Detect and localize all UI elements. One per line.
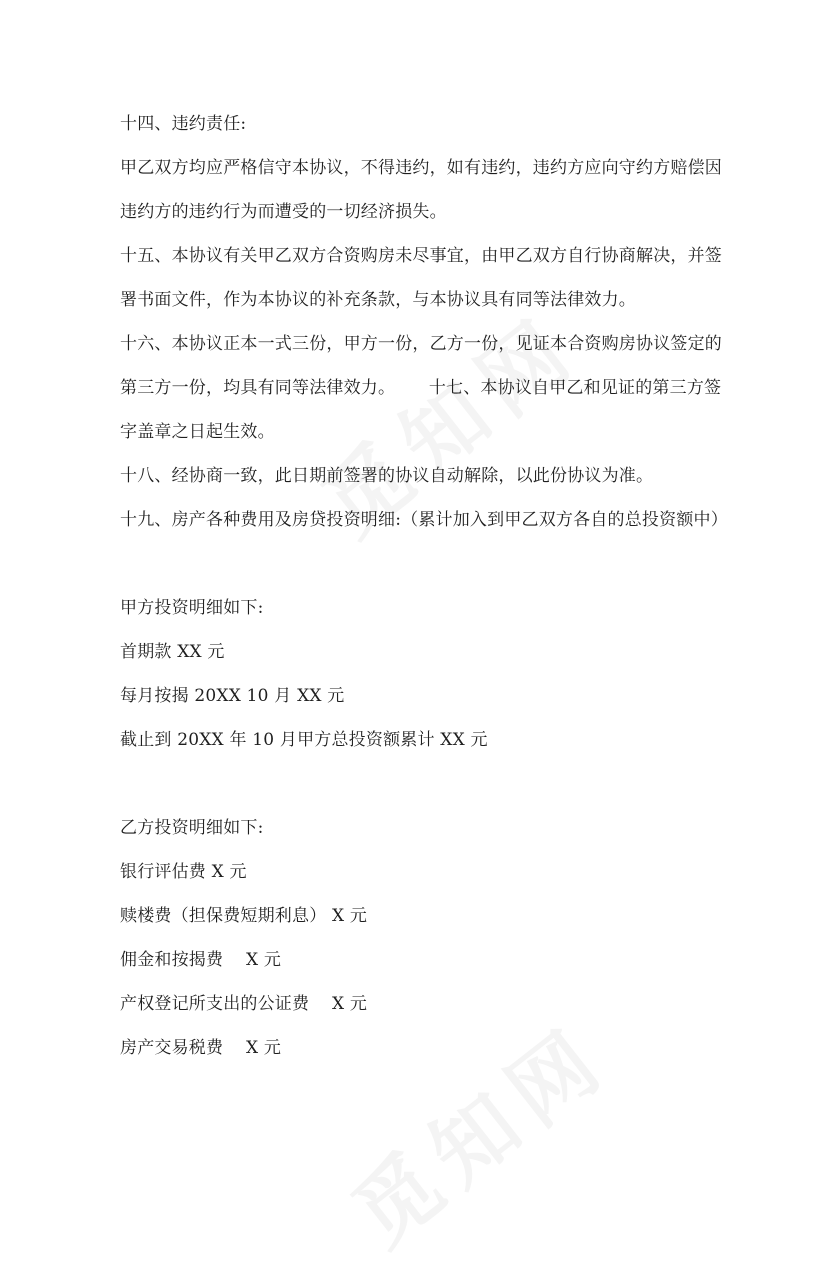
party-a-item: 首期款 XX 元 — [120, 642, 225, 662]
party-b-item: 房产交易税费 X 元 — [120, 1038, 282, 1058]
paragraph-line: 违约方的违约行为而遭受的一切经济损失。 — [120, 202, 447, 222]
watermark — [324, 992, 630, 1268]
party-b-item: 佣金和按揭费 X 元 — [120, 950, 282, 970]
party-b-heading: 乙方投资明细如下: — [120, 818, 264, 838]
paragraph-line: 十八、经协商一致，此日期前签署的协议自动解除，以此份协议为准。 — [120, 466, 654, 486]
paragraph-line: 十九、房产各种费用及房贷投资明细:（累计加入到甲乙双方各自的总投资额中） — [120, 510, 728, 530]
paragraph-line: 署书面文件，作为本协议的补充条款，与本协议具有同等法律效力。 — [120, 290, 636, 310]
paragraph-line: 十六、本协议正本一式三份，甲方一份，乙方一份，见证本合资购房协议签定的 — [120, 334, 722, 354]
paragraph-line: 十五、本协议有关甲乙双方合资购房未尽事宜，由甲乙双方自行协商解决，并签 — [120, 246, 722, 266]
paragraph-line: 甲乙双方均应严格信守本协议，不得违约，如有违约，违约方应向守约方赔偿因 — [120, 158, 722, 178]
party-a-item: 每月按揭 20XX 10 月 XX 元 — [120, 686, 345, 706]
paragraph-line: 字盖章之日起生效。 — [120, 422, 275, 442]
party-b-item: 产权登记所支出的公证费 X 元 — [120, 994, 368, 1014]
clause-heading: 十四、违约责任: — [120, 114, 247, 134]
paragraph-line: 第三方一份，均具有同等法律效力。 十七、本协议自甲乙和见证的第三方签 — [120, 378, 722, 398]
party-a-item: 截止到 20XX 年 10 月甲方总投资额累计 XX 元 — [120, 730, 488, 750]
party-a-heading: 甲方投资明细如下: — [120, 598, 264, 618]
party-b-item: 赎楼费（担保费短期利息） X 元 — [120, 906, 368, 926]
party-b-item: 银行评估费 X 元 — [120, 862, 247, 882]
